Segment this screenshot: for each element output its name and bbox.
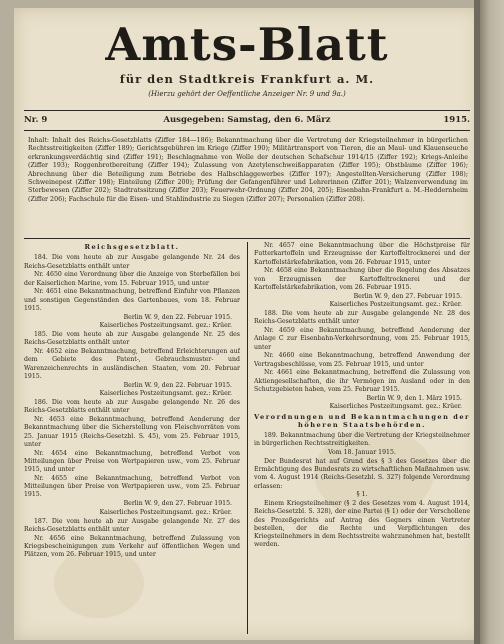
paragraph: Nr. 4660 eine Bekanntmachung, betreffend Anwendung der Vertragsbeschlüsse, vom 25. Februar 1915, und unter [254,352,470,368]
issue-number: Nr. 9 [24,115,48,125]
signature-line: Kaiserliches Postzeitungsamt. gez.: Krüer. [329,403,462,411]
rule-bottom [24,130,470,131]
paragraph: Nr. 4659 eine Bekanntmachung, betreffend Aenderung der Anlage C zur Eisenbahn-Verkehrsordnung, vom 25. Februar 1915, unter [254,327,470,351]
masthead-title: Amts-Blatt [105,18,389,71]
signature-line: Berlin W. 9, den 27. Februar 1915. [123,500,232,507]
rule-contents [24,238,470,239]
column-separator [247,242,248,634]
supplement-note: (Hierzu gehört der Oeffentliche Anzeiger Nr. 9 und 9a.) [148,90,346,98]
page-edge [480,0,504,644]
paragraph: 189. Bekanntmachung über die Vertretung der Kriegsteilnehmer in bürgerlichen Rechtsstreitigkeiten. [254,432,470,448]
section-heading: Verordnungen und Bekanntmachungen der höheren Staatsbehörden. [254,412,470,429]
body-columns [24,242,470,634]
paragraph: 186. Die vom heute ab zur Ausgabe gelangende Nr. 26 des Reichs-Gesetzblatts enthält unter [24,399,240,415]
paragraph: Nr. 4653 eine Bekanntmachung, betreffend Aenderung der Bekanntmachung über die Sicherstellung von Fleischvorräten vom 25. Januar 1915 (Reichs-Gesetzbl. S. 45), vom 25. Februar 1915, unter [24,416,240,448]
paragraph: 185. Die vom heute ab zur Ausgabe gelangende Nr. 25 des Reichs-Gesetzblatts enthält unter [24,331,240,347]
issue-year: 1915. [443,115,470,125]
gazette-page [14,8,480,640]
section-heading: Reichsgesetzblatt. [84,243,180,251]
paragraph: Nr. 4657 eine Bekanntmachung über die Höchstpreise für Futterkartoffeln und Erzeugnisse der Kartoffeltrocknerei und der Kartoffelstärkefabrikation, vom 26. Februar 1915, unter [254,242,470,266]
paragraph: Einem Kriegsteilnehmer (§ 2 des Gesetzes vom 4. August 1914, Reichs-Gesetzbl. S. 328), der eine Partei (§ 1) oder der Verschollene des Prozeßgerichts auf Antrag des Gegners einen Vertreter bestellen, der die Rechte und Verpflichtungen des Kriegsteilnehmers in dem Rechtsstreite wahrzunehmen hat, bestellt werden. [254,500,470,549]
left-column [24,242,240,634]
signature-line: Berlin W. 9, den 22. Februar 1915. [123,381,232,389]
centered-line: § 1. [356,491,368,499]
paragraph: 188. Die vom heute ab zur Ausgabe gelangende Nr. 28 des Reichs-Gesetzblatts enthält unter [254,310,470,326]
centered-line: Vom 18. Januar 1915. [328,449,396,456]
signature-line: Kaiserliches Postzeitungsamt. gez.: Krüer. [329,301,462,309]
masthead-subtitle: für den Stadtkreis Frankfurt a. M. [119,72,375,86]
right-column [254,242,470,634]
issue-date: Ausgegeben: Samstag, den 6. März [163,115,331,125]
signature-line: Berlin W. 9, den 22. Februar 1915. [123,313,232,321]
issue-line [24,115,470,129]
signature-line: Kaiserliches Postzeitungsamt. gez.: Krüer. [99,322,232,330]
paragraph: Nr. 4650 eine Verordnung über die Anzeige von Sterbefällen bei der Kaiserlichen Marine, vom 15. Februar 1915, und unter [24,271,240,287]
paragraph: Nr. 4661 eine Bekanntmachung, betreffend die Zulassung von Aktiengesellschaften, die ihr Vermögen im Ausland oder in den Schutzgebieten haben, vom 25. Februar 1915. [254,369,470,393]
paragraph: Nr. 4654 eine Bekanntmachung, betreffend Verbot von Mitteilungen über Preise von Wertpapieren usw., vom 25. Februar 1915, und unter [24,449,240,473]
paragraph: Nr. 4656 eine Bekanntmachung, betreffend Zulassung von Kriegsbescheinigungen zum Verkehr auf öffentlichen Wegen und Plätzen, vom 26. Februar 1915, und unter [24,534,240,558]
paragraph: Nr. 4655 eine Bekanntmachung, betreffend Verbot von Mitteilungen über Preise von Wertpapieren usw., vom 25. Februar 1915. [24,474,240,499]
paragraph: 184. Die vom heute ab zur Ausgabe gelangende Nr. 24 des Reichs-Gesetzblatts enthält unter [24,254,240,270]
paragraph: Nr. 4658 eine Bekanntmachung über die Regelung des Absatzes von Erzeugnissen der Kartoffeltrocknerei und der Kartoffelstärkefabrikation, vom 26. Februar 1915. [254,267,470,291]
paragraph: Der Bundesrat hat auf Grund des § 3 des Gesetzes über die Ermächtigung des Bundesrats zu wirtschaftlichen Maßnahmen usw. vom 4. August 1914 (Reichs-Gesetzbl. S. 327) folgende Verordnung erlassen: [254,457,470,490]
paragraph: 187. Die vom heute ab zur Ausgabe gelangende Nr. 27 des Reichs-Gesetzblatts enthält unter [24,517,240,533]
signature-line: Berlin W. 9, den 27. Februar 1915. [353,292,462,300]
table-of-contents: Inhalt: Inhalt des Reichs-Gesetzblatts (Ziffer 184—186); Bekanntmachung über die Vertretung der Kriegsteilnehmer in bürgerlichen Rechtsstreitigkeiten (Ziffer 189); Gerichtsgebühren im Kriege (Ziffer 190); Militärtransport von Tieren, die an Maul- und Klauenseuche erkrankungsverdächtig sind (Ziffer 191); Beschlagnahme von Wolle der deutschen Schafschur 1914/15 (Ziffer 192); Kriegs-Anleihe (Ziffer 193); Roggenbrotbereitung (Ziffer 194); Zulassung von Azetylenschweißapparaten (Ziffer 195); Obstbäume (Ziffer 196); Abrechnung über die Beteiligung zum Betriebe des Halbschlaggewerbes (Ziffer 197); Angestellten-Versicherung (Ziffer 198); Schweinepest (Ziffer 198); Einteilung (Ziffer 200); Prüfung der Gefangenführer und Lehrerinnen (Ziffer 201); Walzenverwendung im Sterbewesen (Ziffer 202); Stadtratssitzung (Ziffer 203); Feuerwehr-Ordnung (Ziffer 204, 205); Eisenbahn-Frankfurt a. M.-Heddernheim (Ziffer 206); Fachschule für die Eisen- und Stahlindustrie zu Siegen (Ziffer 207); Personalien (Ziffer 208). [28,137,468,203]
signature-line: Kaiserliches Postzeitungsamt. gez.: Krüer. [99,390,232,398]
paragraph: Nr. 4651 eine Bekanntmachung, betreffend Einfuhr von Pflanzen und sonstigen Gegenständen des Gartenbaues, vom 18. Februar 1915. [24,288,240,312]
paragraph: Nr. 4652 eine Bekanntmachung, betreffend Erleichterungen auf dem Gebiete des Patent-, Gebrauchsmuster- und Warenzeichenrechts in ausländischen Staaten, vom 20. Februar 1915. [24,348,240,380]
signature-line: Kaiserliches Postzeitungsamt. gez.: Krüer. [99,508,232,516]
rule-top [24,110,470,111]
signature-line: Berlin W. 9, den 1. März 1915. [366,394,462,402]
